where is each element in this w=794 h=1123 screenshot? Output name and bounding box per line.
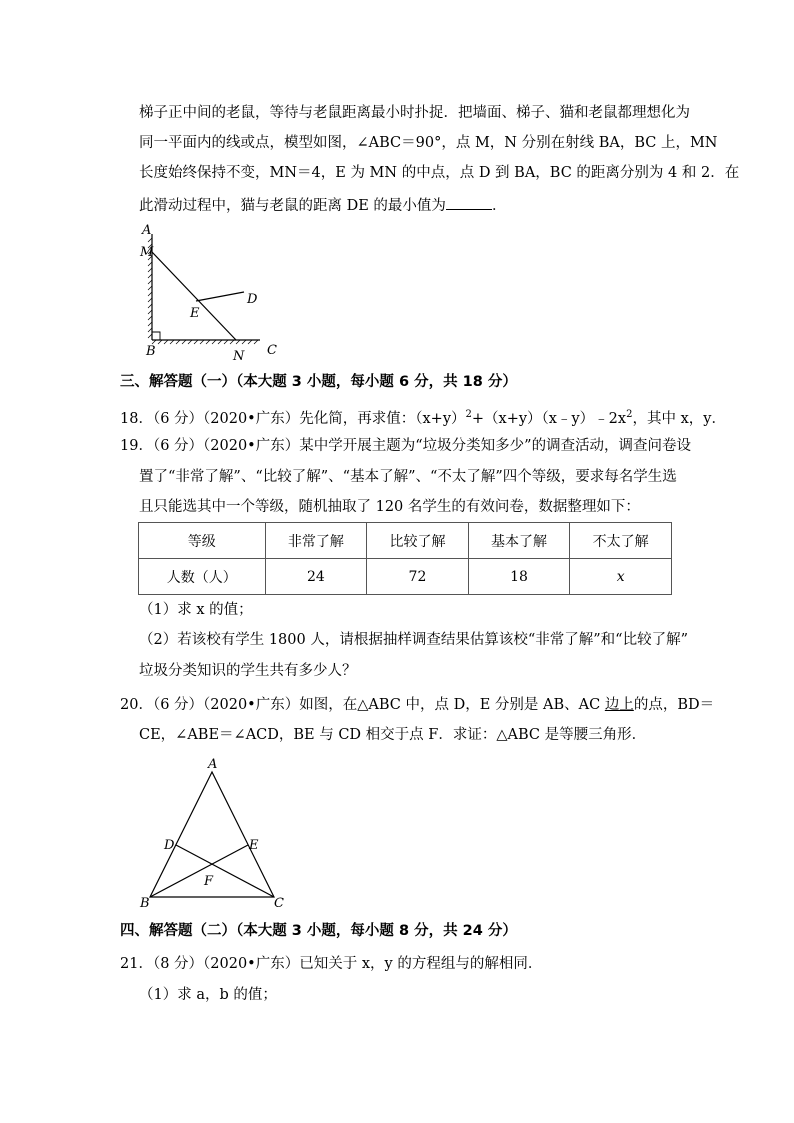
table-cell: 非常了解 xyxy=(265,523,367,559)
label-F: F xyxy=(204,874,214,889)
triangle-figure xyxy=(132,752,297,912)
table-cell: 基本了解 xyxy=(468,523,570,559)
table-cell: 人数（人） xyxy=(139,559,266,595)
table-cell: 72 xyxy=(367,559,469,595)
survey-table xyxy=(138,522,672,595)
q19-line-2: 置了“非常了解”、“比较了解”、“基本了解”、“不太了解”四个等级，要求每名学生选 xyxy=(139,469,677,485)
q18-text: 18．（6 分）（2020•广东）先化简，再求值：（x+y） xyxy=(120,410,466,427)
floor-hatch xyxy=(152,340,258,344)
label-C: C xyxy=(274,896,284,911)
label-D: D xyxy=(164,838,175,853)
q21-sub-1: （1）求 a，b 的值； xyxy=(139,987,277,1003)
p17-line-3: 长度始终保持不变，MN＝4，E 为 MN 的中点，点 D 到 BA，BC 的距离分别为 4 和 2．在 xyxy=(139,165,740,181)
q18-sup-1: 2 xyxy=(465,409,472,420)
section-3-heading: 三、解答题（一）（本大题 3 小题，每小题 6 分，共 18 分） xyxy=(120,374,517,390)
table-cell: 比较了解 xyxy=(367,523,469,559)
q19-sub-2-line-1: （2）若该校有学生 1800 人，请根据抽样调查结果估算该校“非常了解”和“比较了解” xyxy=(139,632,688,648)
label-E: E xyxy=(249,838,259,853)
q18-text-end: ，其中 x，y． xyxy=(632,410,726,427)
answer-blank xyxy=(446,195,492,210)
label-C: C xyxy=(267,343,277,358)
label-N: N xyxy=(233,349,245,364)
q20-text-end: 的点，BD＝ xyxy=(633,697,715,713)
label-A: A xyxy=(208,757,218,772)
table-cell: 不太了解 xyxy=(570,523,672,559)
q19-line-1: 19．（6 分）（2020•广东）某中学开展主题为“垃圾分类知多少”的调查活动，调查问卷设 xyxy=(120,438,692,454)
q19-line-3: 且只能选其中一个等级，随机抽取了 120 名学生的有效问卷，数据整理如下： xyxy=(139,499,640,515)
label-B: B xyxy=(140,896,150,911)
q19-sub-1: （1）求 x 的值； xyxy=(139,602,253,618)
table-cell: 24 xyxy=(265,559,367,595)
label-M: M xyxy=(140,245,154,260)
p17-line-4 xyxy=(139,195,506,216)
table-cell: 18 xyxy=(468,559,570,595)
p17-line-1: 梯子正中间的老鼠，等待与老鼠距离最小时扑捉．把墙面、梯子、猫和老鼠都理想化为 xyxy=(139,105,690,121)
table-cell: 等级 xyxy=(139,523,266,559)
p17-line-2: 同一平面内的线或点，模型如图，∠ABC＝90°，点 M，N 分别在射线 BA，BC 上，MN xyxy=(139,135,718,151)
q21-line-1: 21．（8 分）（2020•广东）已知关于 x，y 的方程组与的解相同． xyxy=(120,956,543,972)
q20-underlined: 边上 xyxy=(604,697,634,713)
p17-line-4-text: 此滑动过程中，猫与老鼠的距离 DE 的最小值为 xyxy=(139,198,446,214)
label-E: E xyxy=(190,306,200,321)
table-cell: x xyxy=(570,559,672,595)
label-B: B xyxy=(146,344,156,359)
q18-sup-2: 2 xyxy=(626,409,633,420)
table-header-row xyxy=(139,523,672,559)
q20-line-2: CE，∠ABE＝∠ACD，BE 与 CD 相交于点 F．求证：△ABC 是等腰三角形． xyxy=(139,727,647,743)
p17-line-4-end: ． xyxy=(491,198,507,214)
q19-sub-2-line-2: 垃圾分类知识的学生共有多少人？ xyxy=(139,663,357,679)
section-4-heading: 四、解答题（二）（本大题 3 小题，每小题 8 分，共 24 分） xyxy=(120,923,517,939)
label-D: D xyxy=(247,292,258,307)
question-18 xyxy=(120,405,726,429)
q18-text-mid: +（x+y）（x﹣y）﹣2x xyxy=(471,410,627,427)
q20-text: 20．（6 分）（2020•广东）如图，在△ABC 中，点 D，E 分别是 AB、AC xyxy=(120,697,605,713)
label-A: A xyxy=(142,223,152,238)
ladder-figure xyxy=(130,222,300,367)
table-row xyxy=(139,559,672,595)
q20-line-1 xyxy=(120,695,714,715)
